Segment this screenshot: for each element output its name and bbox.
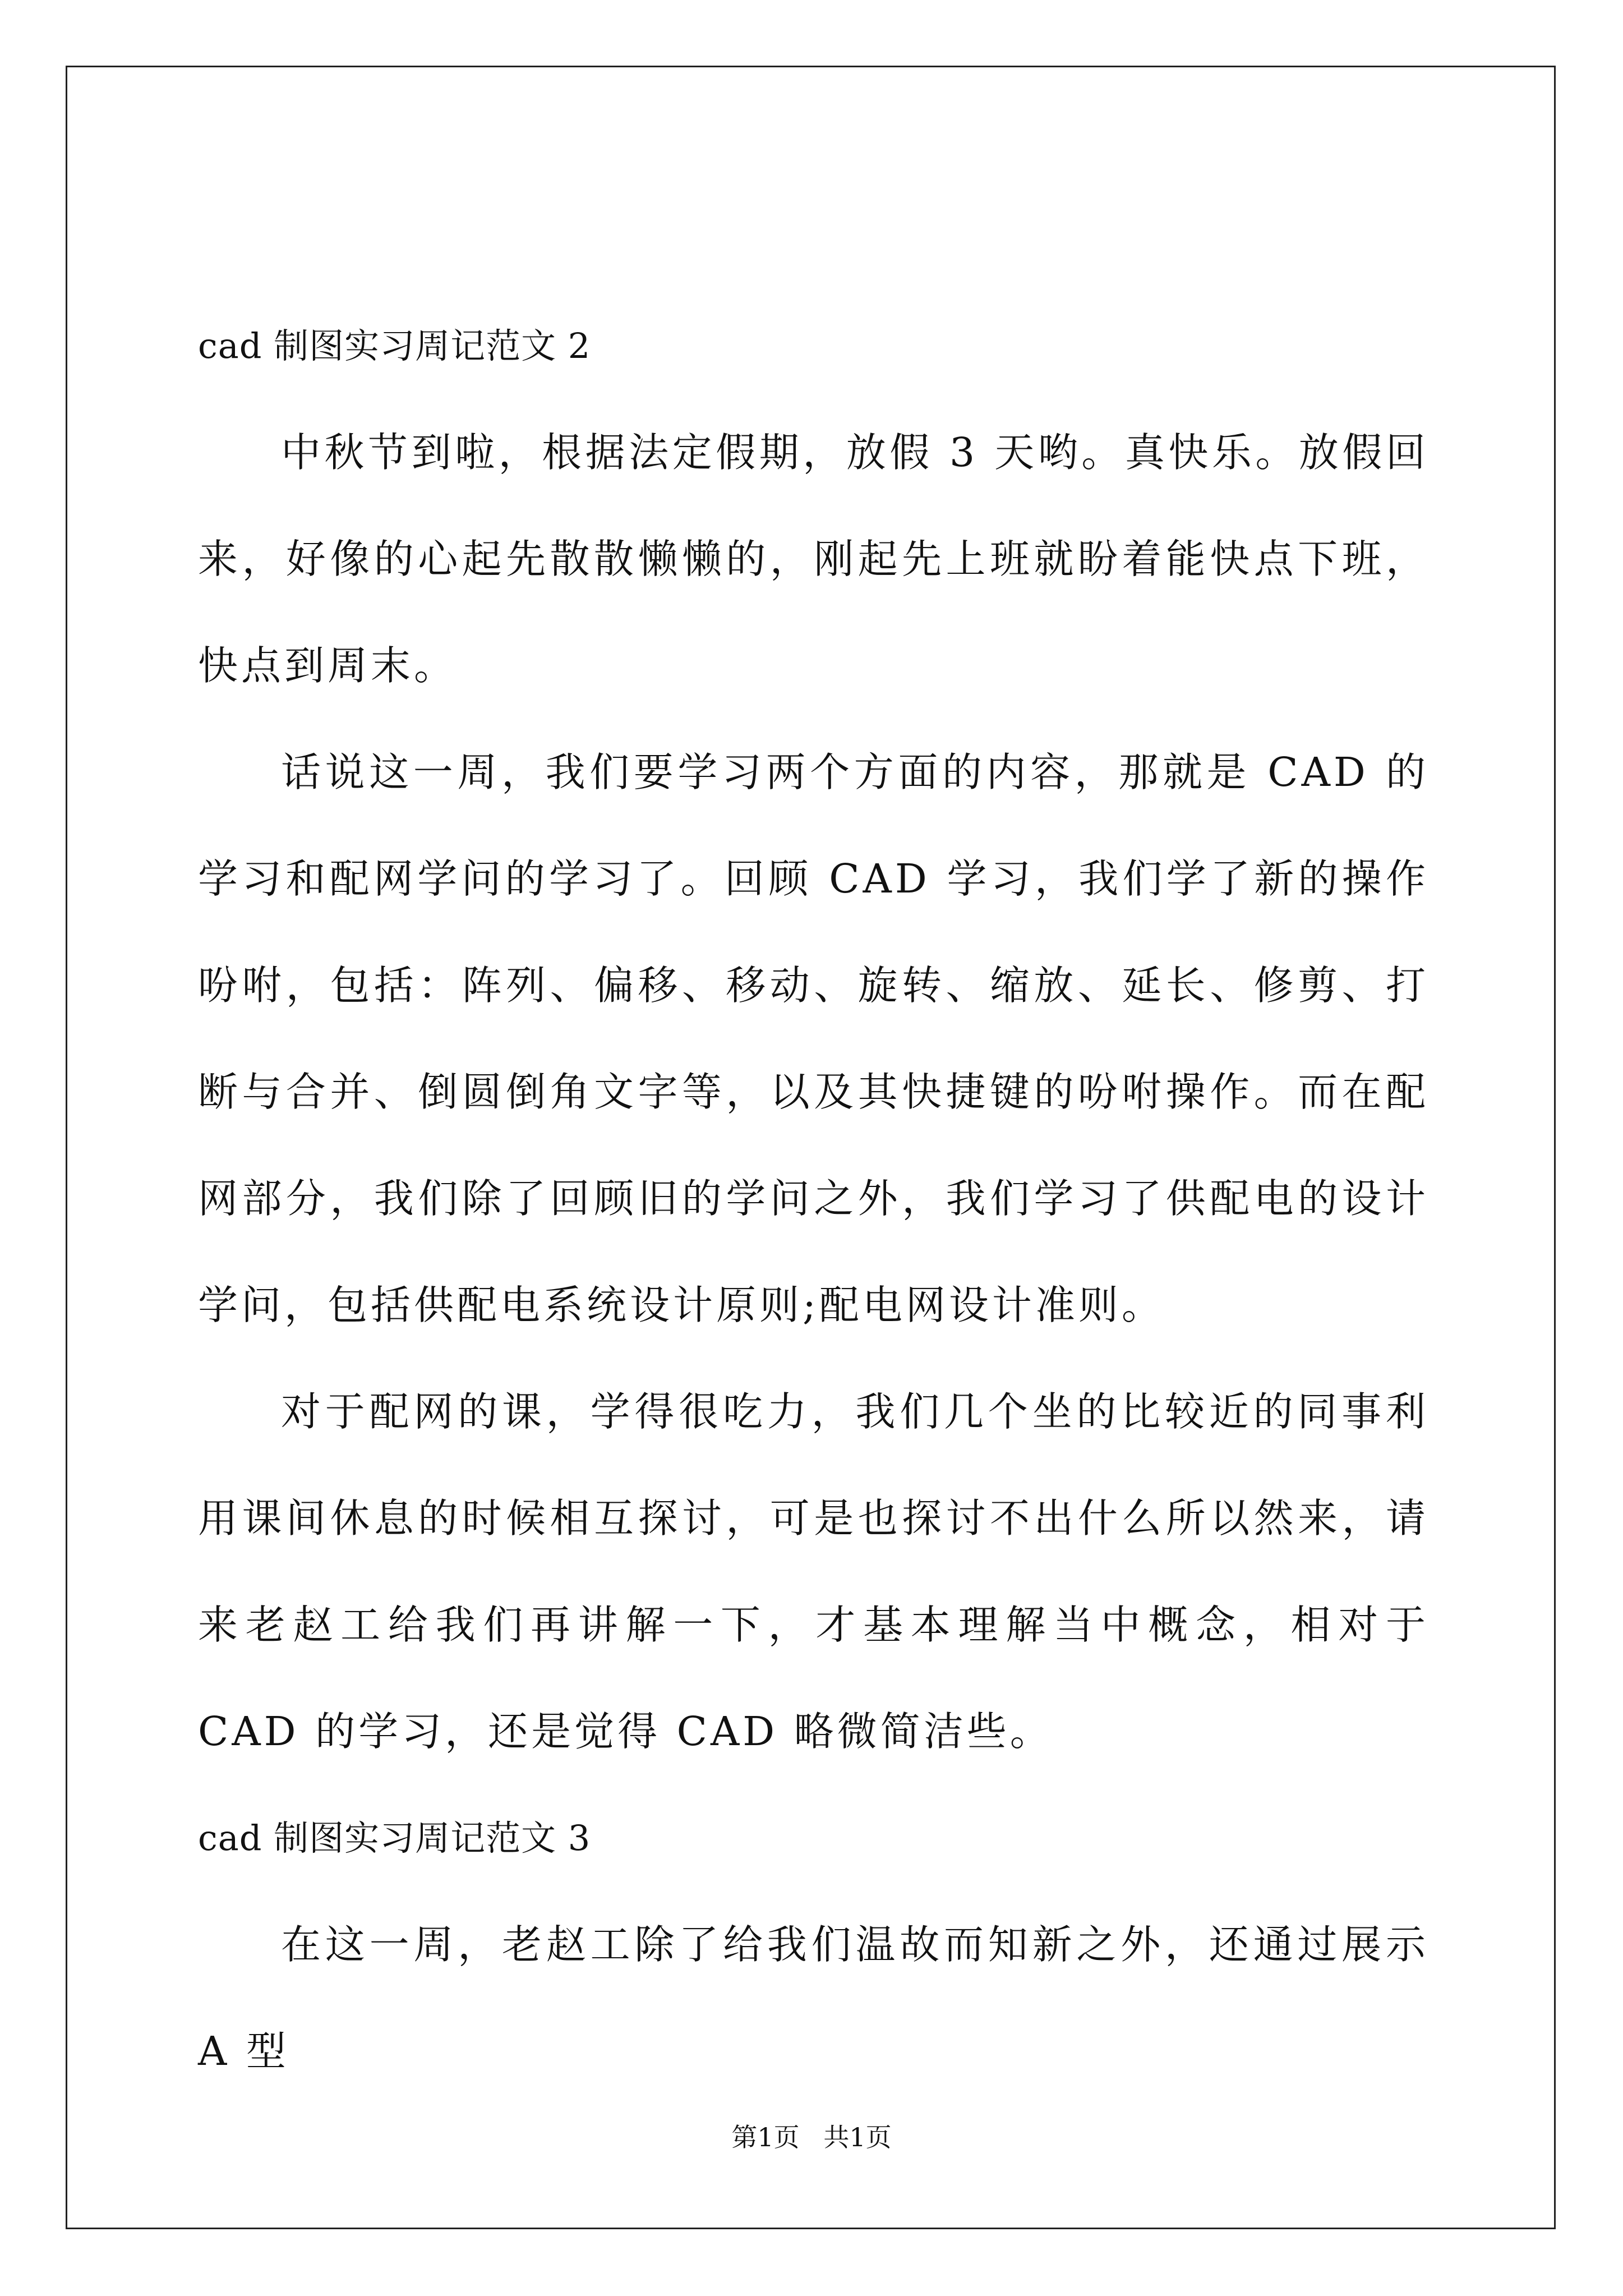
section-heading: cad 制图实习周记范文 2 xyxy=(198,325,591,366)
paragraph: 中秋节到啦，根据法定假期，放假 3 天哟。真快乐。放假回来，好像的心起先散散懒懒的，刚起先上班就盼着能快点下班，快点到周末。 xyxy=(198,429,1429,689)
paragraph: 在这一周，老赵工除了给我们温故而知新之外，还通过展示 A 型 xyxy=(198,1921,1429,2074)
document-body xyxy=(198,293,1429,2105)
section-heading: cad 制图实习周记范文 3 xyxy=(198,1818,591,1858)
page-number: 第1页 xyxy=(731,2122,800,2152)
paragraph: 话说这一周，我们要学习两个方面的内容，那就是 CAD 的学习和配网学问的学习了。回顾 CAD 学习，我们学了新的操作吩咐，包括：阵列、偏移、移动、旋转、缩放、延长、修剪、打断与合并、倒圆倒角文字等，以及其快捷键的吩咐操作。而在配网部分，我们除了回顾旧的学问之外，我们学习了供配电的设计学问，包括供配电系统设计原则;配电网设计准则。 xyxy=(198,749,1429,1328)
page-total: 共1页 xyxy=(823,2122,892,2152)
paragraph: 对于配网的课，学得很吃力，我们几个坐的比较近的同事利用课间休息的时候相互探讨，可是也探讨不出什么所以然来，请来老赵工给我们再讲解一下，才基本理解当中概念，相对于 CAD 的学习，还是觉得 CAD 略微简洁些。 xyxy=(198,1388,1429,1755)
page-footer xyxy=(0,2120,1623,2154)
